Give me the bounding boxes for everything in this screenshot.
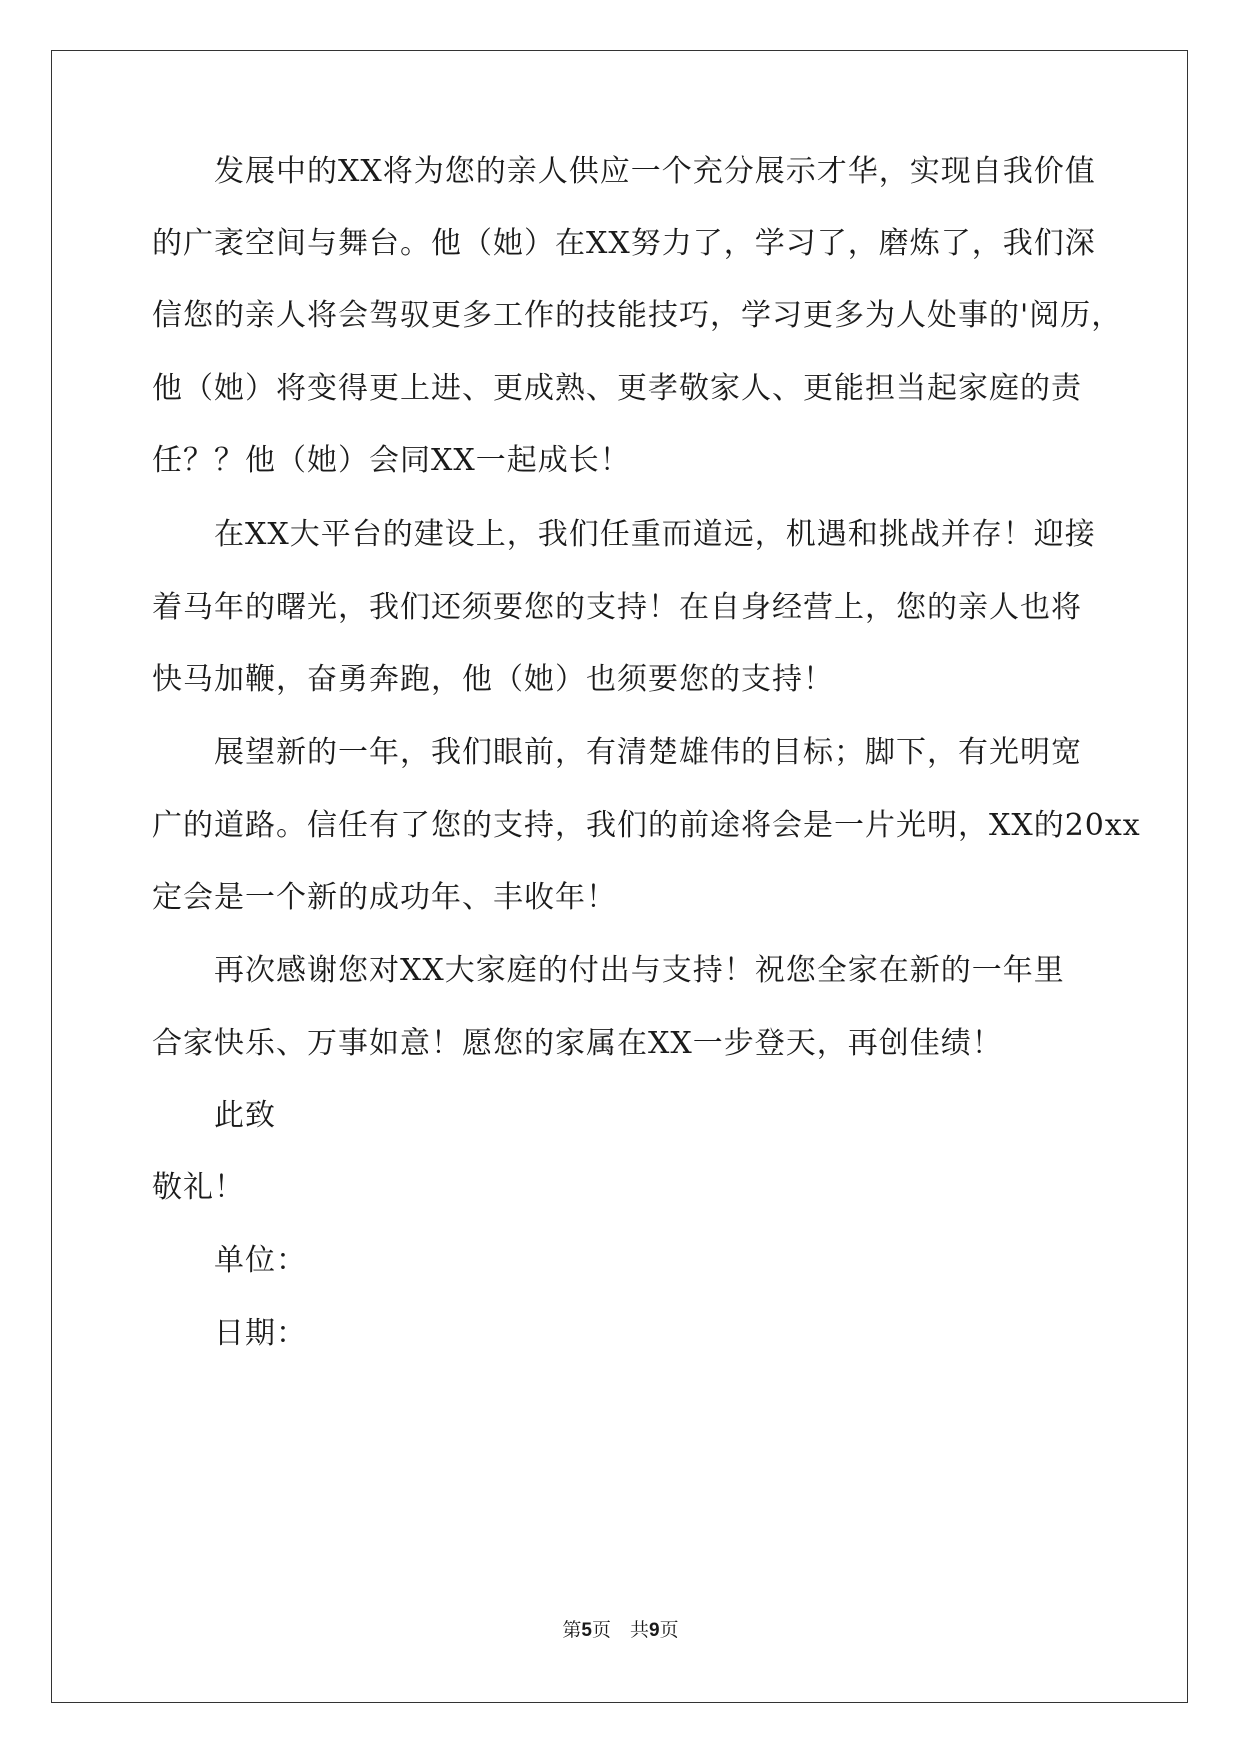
paragraph-3-line-2: 广的道路。信任有了您的支持，我们的前途将会是一片光明，XX的20xx	[152, 808, 1141, 843]
paragraph-1-line-1: 发展中的XX将为您的亲人供应一个充分展示才华，实现自我价值	[214, 154, 1096, 189]
paragraph-1-line-5: 任？？他（她）会同XX一起成长！	[152, 443, 631, 478]
footer-page-total: 9	[649, 1620, 660, 1641]
paragraph-2-line-3: 快马加鞭，奋勇奔跑，他（她）也须要您的支持！	[152, 662, 834, 697]
footer-page-mid: 页 共	[591, 1619, 649, 1641]
closing-salutation: 此致	[214, 1098, 276, 1133]
paragraph-1-line-2: 的广袤空间与舞台。他（她）在XX努力了，学习了，磨炼了，我们深	[152, 226, 1096, 261]
footer-page-prefix: 第	[562, 1619, 582, 1641]
date-label: 日期：	[214, 1316, 307, 1351]
paragraph-3-line-3: 定会是一个新的成功年、丰收年！	[152, 880, 617, 915]
unit-label: 单位：	[214, 1243, 307, 1278]
paragraph-3-line-1: 展望新的一年，我们眼前，有清楚雄伟的目标；脚下，有光明宽	[214, 735, 1082, 770]
paragraph-4-line-1: 再次感谢您对XX大家庭的付出与支持！祝您全家在新的一年里	[214, 953, 1065, 988]
footer-page-current: 5	[581, 1620, 592, 1641]
page-footer	[0, 1618, 1241, 1643]
closing-regards: 敬礼！	[152, 1170, 245, 1205]
footer-page-suffix: 页	[659, 1619, 679, 1641]
paragraph-2-line-1: 在XX大平台的建设上，我们任重而道远，机遇和挑战并存！迎接	[214, 517, 1096, 552]
paragraph-1-line-3: 信您的亲人将会驾驭更多工作的技能技巧，学习更多为人处事的'阅历，	[152, 298, 1123, 333]
paragraph-2-line-2: 着马年的曙光，我们还须要您的支持！在自身经营上，您的亲人也将	[152, 590, 1082, 625]
paragraph-4-line-2: 合家快乐、万事如意！愿您的家属在XX一步登天，再创佳绩！	[152, 1026, 1003, 1061]
paragraph-1-line-4: 他（她）将变得更上进、更成熟、更孝敬家人、更能担当起家庭的责	[152, 371, 1082, 406]
